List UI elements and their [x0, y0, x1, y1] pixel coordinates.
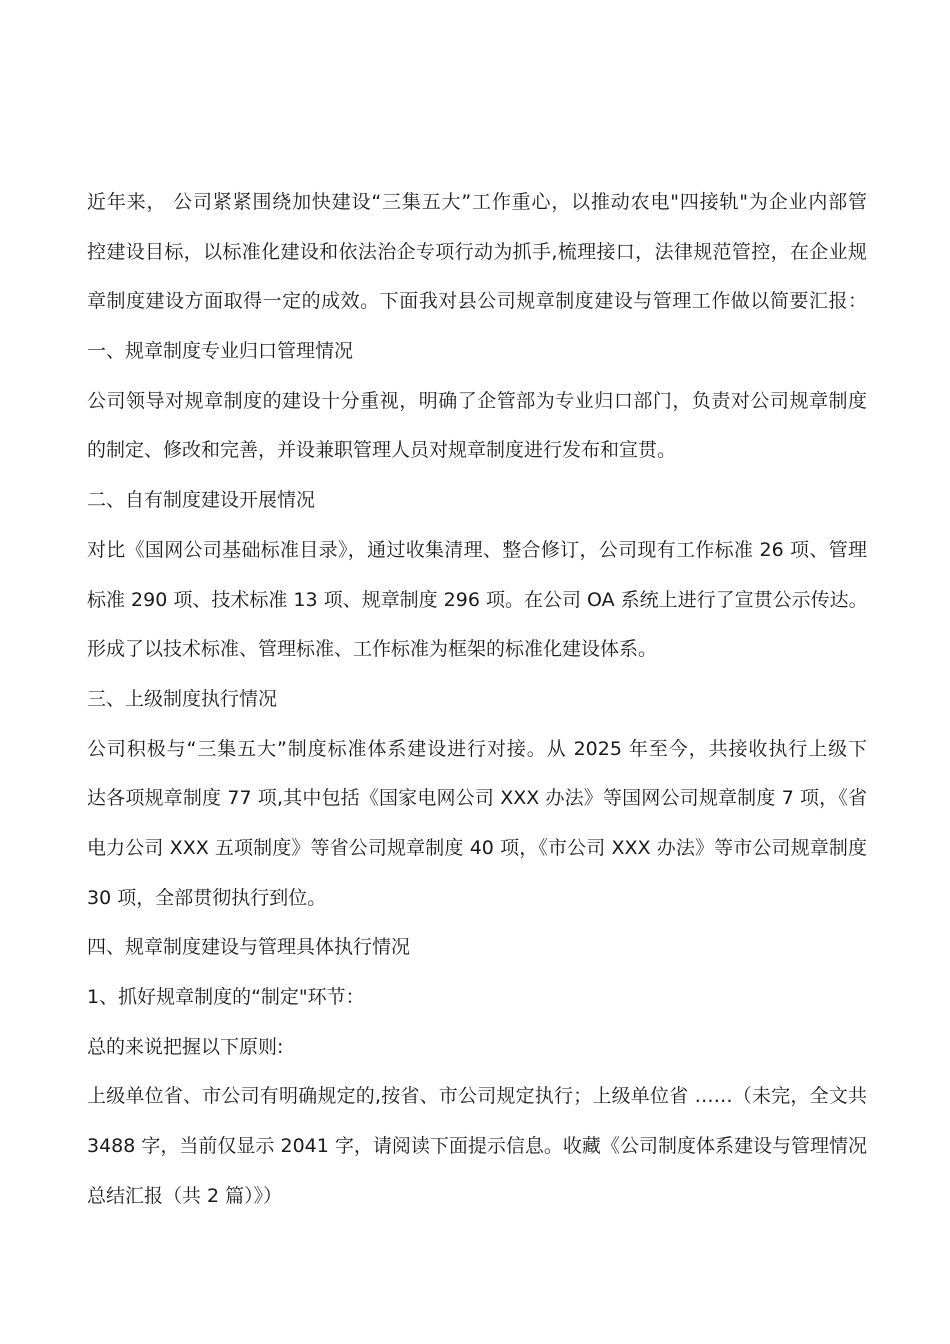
paragraph-line: 近年来， 公司紧紧围绕加快建设“三集五大”工作重心，以推动农电"四接轨"为企业内部管: [87, 191, 867, 213]
paragraph-line: 30 项，全部贯彻执行到位。: [87, 886, 327, 909]
document-body: [87, 178, 867, 1221]
section-heading-1: 一、规章制度专业归口管理情况: [87, 340, 354, 363]
paragraph-line: 公司领导对规章制度的建设十分重视，明确了企管部为专业归口部门，负责对公司规章制度: [87, 389, 867, 412]
paragraph-line: 上级单位省、市公司有明确规定的,按省、市公司规定执行；上级单位省 ……（未完，全文共: [87, 1085, 867, 1108]
paragraph-line: 公司积极与“三集五大”制度标准体系建设进行对接。从 2025 年至今，共接收执行上级下: [87, 737, 867, 760]
paragraph-line: 形成了以技术标准、管理标准、工作标准为框架的标准化建设体系。: [87, 638, 658, 661]
paragraph-line: 的制定、修改和完善，并设兼职管理人员对规章制度进行发布和宣贯。: [87, 439, 677, 462]
paragraph-line: 总结汇报（共 2 篇）》）: [87, 1184, 283, 1207]
paragraph-line: 对比《国网公司基础标准目录》，通过收集清理、整合修订，公司现有工作标准 26 项、管理: [87, 538, 867, 561]
paragraph-line: 章制度建设方面取得一定的成效。下面我对县公司规章制度建设与管理工作做以简要汇报：: [87, 290, 867, 313]
paragraph-line: 达各项规章制度 77 项,其中包括《国家电网公司 XXX 办法》等国网公司规章制度 7 项，《省: [87, 787, 867, 810]
paragraph-line: 3488 字，当前仅显示 2041 字，请阅读下面提示信息。收藏《公司制度体系建设与管理情况: [87, 1135, 867, 1158]
subsection-heading: 1、抓好规章制度的“制定"环节：: [87, 986, 365, 1008]
paragraph-line: 控建设目标，以标准化建设和依法治企专项行动为抓手,梳理接口，法律规范管控，在企业规: [87, 240, 867, 263]
principle-intro: 总的来说把握以下原则:: [87, 1035, 284, 1058]
section-heading-2: 二、自有制度建设开展情况: [87, 489, 316, 512]
section-heading-3: 三、上级制度执行情况: [87, 687, 278, 710]
paragraph-line: 标准 290 项、技术标准 13 项、规章制度 296 项。在公司 OA 系统上进行了宣贯公示传达。: [87, 588, 868, 611]
section-heading-4: 四、规章制度建设与管理具体执行情况: [87, 936, 411, 959]
paragraph-line: 电力公司 XXX 五项制度》等省公司规章制度 40 项，《市公司 XXX 办法》等市公司规章制度: [87, 836, 867, 859]
